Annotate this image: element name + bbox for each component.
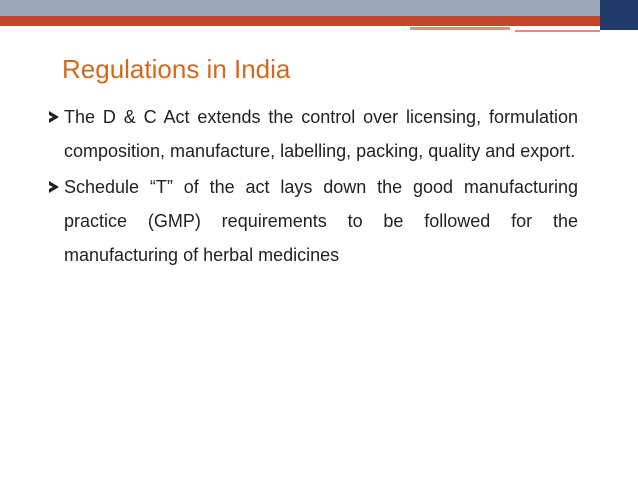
bullet-item [46, 100, 578, 168]
header-band-red [0, 16, 600, 26]
arrow-bullet-icon [48, 100, 62, 134]
bullet-list [46, 100, 578, 274]
bullet-text: The D & C Act extends the control over licensing, formulation composition, manufacture, labelling, packing, quality and export. [64, 107, 578, 161]
slide-title: Regulations in India [62, 54, 291, 84]
header-band-red-line [515, 30, 600, 32]
header-band-gray [0, 0, 600, 16]
header-band-corner [600, 0, 638, 30]
bullet-text: Schedule “T” of the act lays down the good manufacturing practice (GMP) requirements to be followed for the manufacturing of herbal medicines [64, 177, 578, 265]
header-band-red-accent [410, 27, 510, 30]
header-band [0, 0, 638, 30]
bullet-item [46, 170, 578, 272]
arrow-bullet-icon [48, 170, 62, 204]
